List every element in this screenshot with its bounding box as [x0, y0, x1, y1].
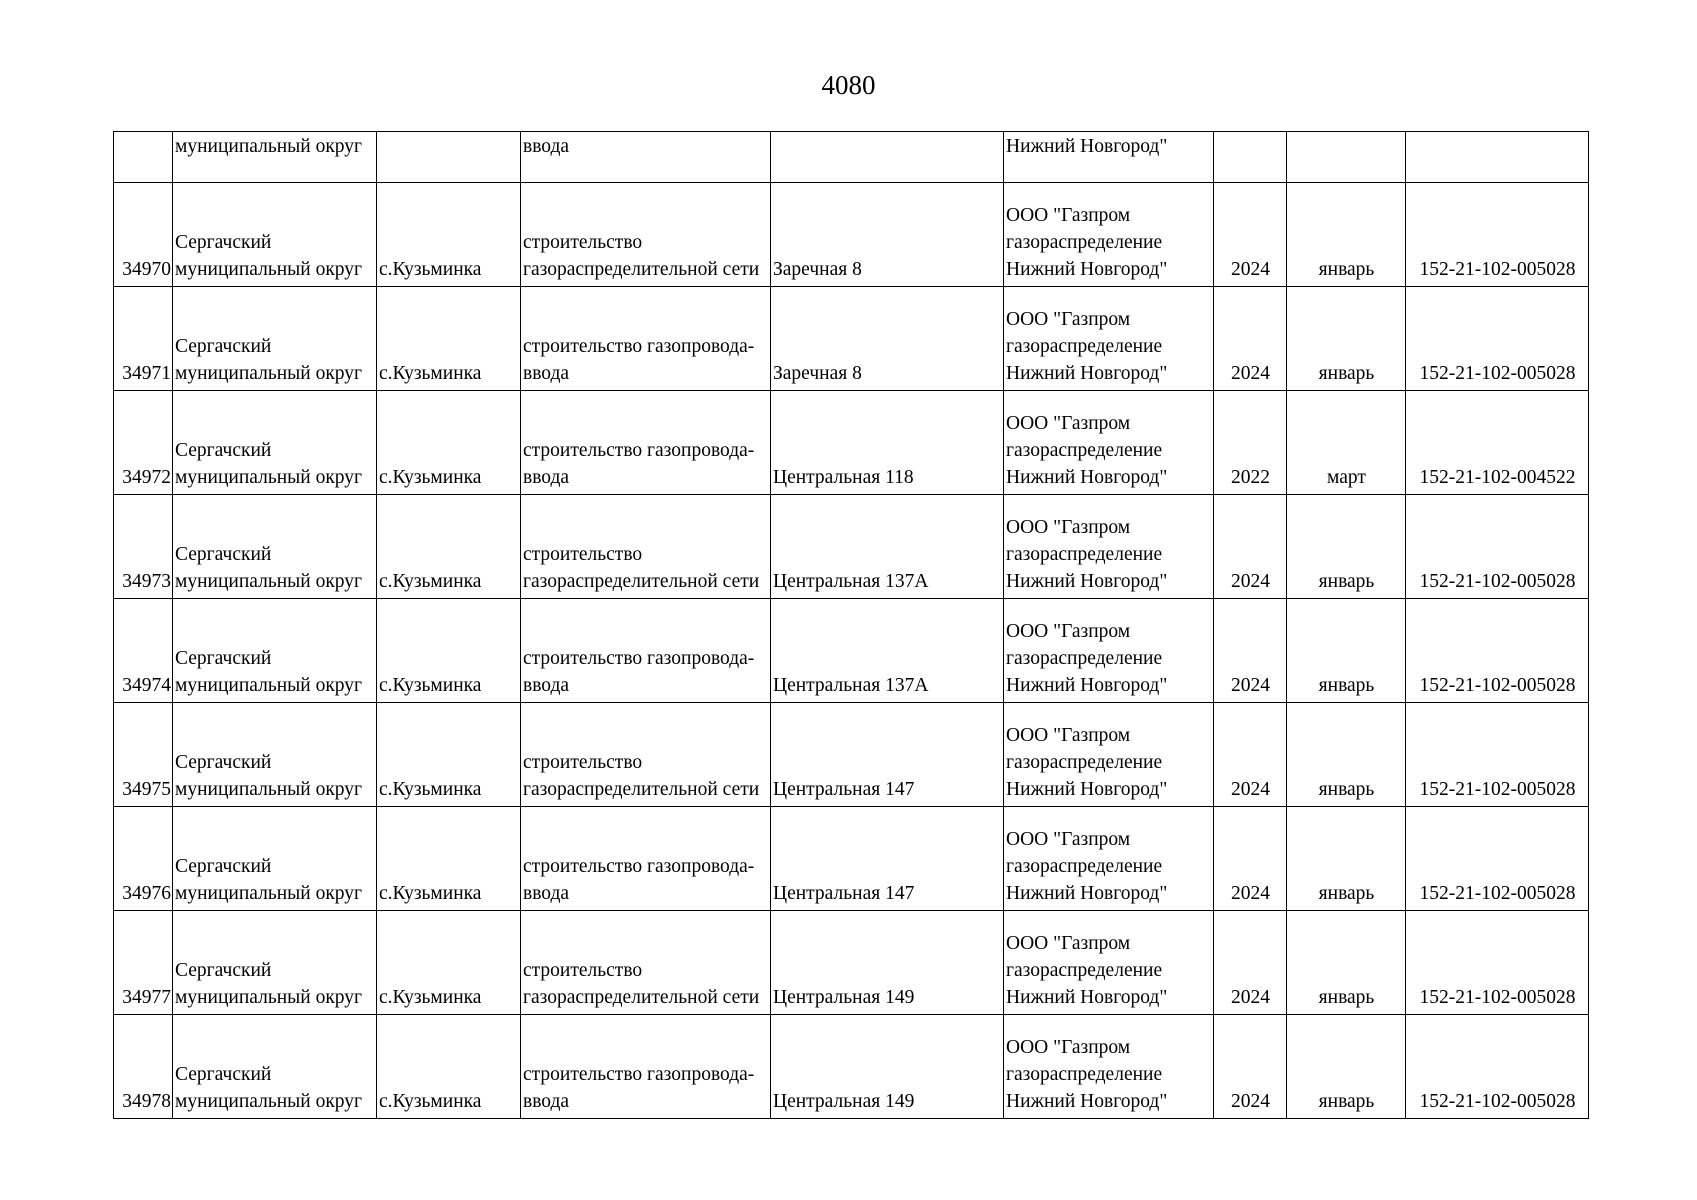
- table-row: [114, 703, 1589, 807]
- cell-operator: ООО "Газпром газораспределение Нижний Новгород": [1004, 703, 1214, 807]
- table-row: [114, 495, 1589, 599]
- cell-operator: ООО "Газпром газораспределение Нижний Новгород": [1004, 1015, 1214, 1119]
- cell-operator: ООО "Газпром газораспределение Нижний Новгород": [1004, 287, 1214, 391]
- cell-address: Центральная 118: [771, 391, 1004, 495]
- cell-num: 34976: [114, 807, 173, 911]
- cell-district: Сергачский муниципальный округ: [173, 1015, 377, 1119]
- cell-num: 34972: [114, 391, 173, 495]
- table-row: [114, 183, 1589, 287]
- cell-code: 152-21-102-005028: [1406, 703, 1589, 807]
- cell-year: [1214, 132, 1287, 183]
- cell-settlement: с.Кузьминка: [377, 599, 521, 703]
- cell-month: январь: [1287, 703, 1406, 807]
- cell-settlement: с.Кузьминка: [377, 495, 521, 599]
- cell-code: 152-21-102-005028: [1406, 183, 1589, 287]
- cell-month: март: [1287, 391, 1406, 495]
- cell-operator: ООО "Газпром газораспределение Нижний Новгород": [1004, 599, 1214, 703]
- cell-work: строительство газораспределительной сети: [521, 183, 771, 287]
- table-row: [114, 807, 1589, 911]
- cell-settlement: с.Кузьминка: [377, 391, 521, 495]
- cell-address: Центральная 147: [771, 703, 1004, 807]
- cell-num: [114, 132, 173, 183]
- cell-work: ввода: [521, 132, 771, 183]
- cell-work: строительство газораспределительной сети: [521, 911, 771, 1015]
- cell-district: Сергачский муниципальный округ: [173, 911, 377, 1015]
- cell-settlement: с.Кузьминка: [377, 287, 521, 391]
- cell-settlement: с.Кузьминка: [377, 703, 521, 807]
- continuation-row: [114, 132, 1589, 183]
- cell-month: январь: [1287, 807, 1406, 911]
- cell-month: январь: [1287, 495, 1406, 599]
- table-row: [114, 911, 1589, 1015]
- cell-district: Сергачский муниципальный округ: [173, 287, 377, 391]
- cell-operator: ООО "Газпром газораспределение Нижний Новгород": [1004, 495, 1214, 599]
- table-row: [114, 599, 1589, 703]
- cell-address: [771, 132, 1004, 183]
- cell-code: 152-21-102-005028: [1406, 287, 1589, 391]
- cell-work: строительство газораспределительной сети: [521, 703, 771, 807]
- cell-num: 34974: [114, 599, 173, 703]
- cell-address: Центральная 137А: [771, 599, 1004, 703]
- cell-work: строительство газопровода- ввода: [521, 599, 771, 703]
- cell-month: январь: [1287, 599, 1406, 703]
- cell-code: 152-21-102-005028: [1406, 1015, 1589, 1119]
- cell-operator: Нижний Новгород": [1004, 132, 1214, 183]
- cell-operator: ООО "Газпром газораспределение Нижний Новгород": [1004, 183, 1214, 287]
- cell-operator: ООО "Газпром газораспределение Нижний Новгород": [1004, 391, 1214, 495]
- cell-month: январь: [1287, 287, 1406, 391]
- cell-operator: ООО "Газпром газораспределение Нижний Новгород": [1004, 807, 1214, 911]
- table-row: [114, 287, 1589, 391]
- page-number: 4080: [821, 70, 876, 100]
- table-body: [114, 132, 1589, 1119]
- cell-work: строительство газораспределительной сети: [521, 495, 771, 599]
- cell-code: [1406, 132, 1589, 183]
- cell-num: 34977: [114, 911, 173, 1015]
- cell-district: Сергачский муниципальный округ: [173, 599, 377, 703]
- cell-code: 152-21-102-005028: [1406, 495, 1589, 599]
- cell-settlement: с.Кузьминка: [377, 1015, 521, 1119]
- cell-address: Центральная 137А: [771, 495, 1004, 599]
- cell-district: муниципальный округ: [173, 132, 377, 183]
- cell-month: [1287, 132, 1406, 183]
- cell-work: строительство газопровода- ввода: [521, 1015, 771, 1119]
- cell-district: Сергачский муниципальный округ: [173, 703, 377, 807]
- cell-year: 2024: [1214, 1015, 1287, 1119]
- cell-address: Заречная 8: [771, 183, 1004, 287]
- cell-year: 2024: [1214, 183, 1287, 287]
- cell-year: 2024: [1214, 599, 1287, 703]
- cell-district: Сергачский муниципальный округ: [173, 495, 377, 599]
- cell-settlement: [377, 132, 521, 183]
- cell-district: Сергачский муниципальный округ: [173, 807, 377, 911]
- cell-work: строительство газопровода- ввода: [521, 807, 771, 911]
- cell-code: 152-21-102-004522: [1406, 391, 1589, 495]
- cell-code: 152-21-102-005028: [1406, 911, 1589, 1015]
- cell-num: 34973: [114, 495, 173, 599]
- table-row: [114, 391, 1589, 495]
- cell-operator: ООО "Газпром газораспределение Нижний Новгород": [1004, 911, 1214, 1015]
- cell-year: 2024: [1214, 911, 1287, 1015]
- cell-month: январь: [1287, 183, 1406, 287]
- cell-address: Центральная 149: [771, 1015, 1004, 1119]
- table-row: [114, 1015, 1589, 1119]
- cell-num: 34978: [114, 1015, 173, 1119]
- cell-year: 2024: [1214, 807, 1287, 911]
- cell-settlement: с.Кузьминка: [377, 183, 521, 287]
- cell-year: 2024: [1214, 287, 1287, 391]
- cell-num: 34971: [114, 287, 173, 391]
- cell-year: 2024: [1214, 495, 1287, 599]
- gasification-table: [113, 131, 1589, 1119]
- cell-code: 152-21-102-005028: [1406, 807, 1589, 911]
- cell-num: 34970: [114, 183, 173, 287]
- cell-address: Центральная 149: [771, 911, 1004, 1015]
- cell-settlement: с.Кузьминка: [377, 911, 521, 1015]
- cell-code: 152-21-102-005028: [1406, 599, 1589, 703]
- cell-work: строительство газопровода- ввода: [521, 287, 771, 391]
- cell-settlement: с.Кузьминка: [377, 807, 521, 911]
- cell-district: Сергачский муниципальный округ: [173, 183, 377, 287]
- cell-year: 2022: [1214, 391, 1287, 495]
- cell-address: Заречная 8: [771, 287, 1004, 391]
- cell-month: январь: [1287, 911, 1406, 1015]
- cell-district: Сергачский муниципальный округ: [173, 391, 377, 495]
- cell-address: Центральная 147: [771, 807, 1004, 911]
- cell-month: январь: [1287, 1015, 1406, 1119]
- cell-num: 34975: [114, 703, 173, 807]
- cell-year: 2024: [1214, 703, 1287, 807]
- cell-work: строительство газопровода- ввода: [521, 391, 771, 495]
